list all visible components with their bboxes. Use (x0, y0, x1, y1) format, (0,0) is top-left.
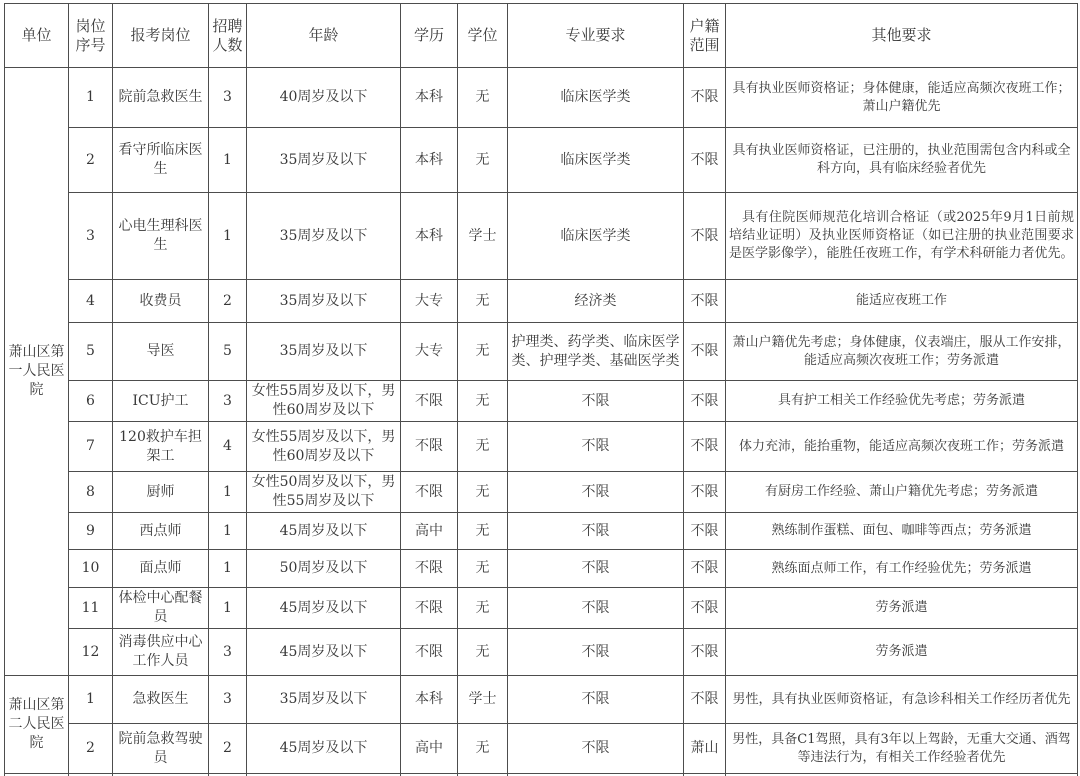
cell-position: 急救医生 (113, 676, 209, 724)
cell-count: 1 (209, 472, 247, 513)
cell-other: 有厨房工作经验、萧山户籍优先考虑；劳务派遣 (726, 472, 1078, 513)
cell-degree: 无 (458, 280, 508, 323)
cell-education: 本科 (401, 128, 458, 193)
table-row (5, 513, 1078, 550)
cell-residency: 不限 (684, 280, 726, 323)
cell-age: 50周岁及以下 (247, 550, 401, 588)
cell-degree: 无 (458, 472, 508, 513)
cell-count: 3 (209, 68, 247, 128)
cell-age: 女性55周岁及以下，男性60周岁及以下 (247, 422, 401, 472)
cell-no: 2 (69, 128, 113, 193)
cell-education: 本科 (401, 193, 458, 280)
cell-no: 12 (69, 629, 113, 676)
table-row (5, 422, 1078, 472)
cell-major: 护理类、药学类、临床医学类、护理学类、基础医学类 (508, 323, 684, 381)
cell-other: 体力充沛，能抬重物，能适应高频次夜班工作；劳务派遣 (726, 422, 1078, 472)
header-other: 其他要求 (726, 4, 1078, 68)
cell-position: 西点师 (113, 513, 209, 550)
cell-other: 劳务派遣 (726, 629, 1078, 676)
recruitment-table (4, 3, 1078, 776)
cell-residency: 不限 (684, 472, 726, 513)
cell-age: 35周岁及以下 (247, 323, 401, 381)
cell-age: 45周岁及以下 (247, 588, 401, 629)
cell-count: 3 (209, 676, 247, 724)
cell-major: 经济类 (508, 280, 684, 323)
table-row (5, 550, 1078, 588)
cell-major: 不限 (508, 422, 684, 472)
unit-name-cell: 萧山区第二人民医院 (5, 676, 69, 774)
cell-age: 35周岁及以下 (247, 280, 401, 323)
header-degree: 学位 (458, 4, 508, 68)
table-row (5, 68, 1078, 128)
cell-age: 35周岁及以下 (247, 193, 401, 280)
cell-no: 4 (69, 280, 113, 323)
header-position: 报考岗位 (113, 4, 209, 68)
cell-count: 5 (209, 323, 247, 381)
cell-degree: 无 (458, 629, 508, 676)
cell-position: 收费员 (113, 280, 209, 323)
cell-residency: 不限 (684, 193, 726, 280)
cell-other: 萧山户籍优先考虑；身体健康，仪表端庄，服从工作安排，能适应高频次夜班工作；劳务派遣 (726, 323, 1078, 381)
cell-count: 4 (209, 422, 247, 472)
cell-degree: 无 (458, 724, 508, 774)
cell-education: 不限 (401, 629, 458, 676)
cell-residency: 不限 (684, 422, 726, 472)
cell-age: 35周岁及以下 (247, 676, 401, 724)
cell-education: 不限 (401, 472, 458, 513)
cell-major: 临床医学类 (508, 193, 684, 280)
cell-education: 不限 (401, 422, 458, 472)
cell-age: 35周岁及以下 (247, 128, 401, 193)
table-row (5, 128, 1078, 193)
cell-education: 不限 (401, 381, 458, 422)
cell-education: 大专 (401, 323, 458, 381)
cell-no: 5 (69, 323, 113, 381)
cell-no: 7 (69, 422, 113, 472)
cell-position: 心电生理科医生 (113, 193, 209, 280)
cell-residency: 不限 (684, 629, 726, 676)
cell-degree: 无 (458, 381, 508, 422)
cell-count: 3 (209, 629, 247, 676)
header-residency: 户籍范围 (684, 4, 726, 68)
cell-count: 1 (209, 513, 247, 550)
table-row (5, 629, 1078, 676)
cell-major: 不限 (508, 588, 684, 629)
cell-age: 45周岁及以下 (247, 629, 401, 676)
cell-position: 院前急救驾驶员 (113, 724, 209, 774)
cell-degree: 无 (458, 68, 508, 128)
cell-no: 11 (69, 588, 113, 629)
cell-age: 40周岁及以下 (247, 68, 401, 128)
cell-education: 大专 (401, 280, 458, 323)
cell-major: 临床医学类 (508, 68, 684, 128)
cell-position: 消毒供应中心工作人员 (113, 629, 209, 676)
header-position-no: 岗位序号 (69, 4, 113, 68)
cell-education: 不限 (401, 588, 458, 629)
table-row (5, 724, 1078, 774)
table-row (5, 472, 1078, 513)
header-education: 学历 (401, 4, 458, 68)
cell-residency: 不限 (684, 128, 726, 193)
cell-count: 1 (209, 588, 247, 629)
cell-education: 本科 (401, 68, 458, 128)
header-major: 专业要求 (508, 4, 684, 68)
cell-major: 不限 (508, 724, 684, 774)
cell-position: 院前急救医生 (113, 68, 209, 128)
cell-residency: 不限 (684, 323, 726, 381)
cell-degree: 无 (458, 128, 508, 193)
cell-residency: 不限 (684, 513, 726, 550)
cell-residency: 萧山 (684, 724, 726, 774)
cell-major: 不限 (508, 629, 684, 676)
cell-education: 高中 (401, 724, 458, 774)
cell-no: 1 (69, 676, 113, 724)
cell-count: 1 (209, 550, 247, 588)
cell-no: 2 (69, 724, 113, 774)
cell-age: 45周岁及以下 (247, 724, 401, 774)
cell-other: 具有执业医师资格证，已注册的，执业范围需包含内科或全科方向，具有临床经验者优先 (726, 128, 1078, 193)
header-count: 招聘人数 (209, 4, 247, 68)
cell-count: 1 (209, 193, 247, 280)
cell-other: 能适应夜班工作 (726, 280, 1078, 323)
cell-count: 2 (209, 724, 247, 774)
table-row (5, 323, 1078, 381)
cell-age: 女性55周岁及以下，男性60周岁及以下 (247, 381, 401, 422)
cell-residency: 不限 (684, 381, 726, 422)
cell-degree: 无 (458, 588, 508, 629)
cell-major: 不限 (508, 550, 684, 588)
cell-major: 不限 (508, 676, 684, 724)
table-row (5, 193, 1078, 280)
cell-major: 不限 (508, 472, 684, 513)
cell-major: 临床医学类 (508, 128, 684, 193)
cell-no: 10 (69, 550, 113, 588)
cell-position: ICU护工 (113, 381, 209, 422)
cell-position: 120救护车担架工 (113, 422, 209, 472)
header-age: 年龄 (247, 4, 401, 68)
cell-age: 女性50周岁及以下，男性55周岁及以下 (247, 472, 401, 513)
table-row (5, 381, 1078, 422)
cell-residency: 不限 (684, 68, 726, 128)
cell-residency: 不限 (684, 588, 726, 629)
table-row (5, 280, 1078, 323)
cell-education: 高中 (401, 513, 458, 550)
cell-no: 3 (69, 193, 113, 280)
cell-no: 8 (69, 472, 113, 513)
cell-count: 1 (209, 128, 247, 193)
table-row (5, 676, 1078, 724)
cell-other: 劳务派遣 (726, 588, 1078, 629)
cell-other: 具有住院医师规范化培训合格证（或2025年9月1日前规培结业证明）及执业医师资格证（如已注册的执业范围要求是医学影像学），能胜任夜班工作，有学术科研能力者优先。 (726, 193, 1078, 280)
cell-other: 具有护工相关工作经验优先考虑；劳务派遣 (726, 381, 1078, 422)
cell-age: 45周岁及以下 (247, 513, 401, 550)
cell-degree: 无 (458, 513, 508, 550)
cell-position: 厨师 (113, 472, 209, 513)
cell-position: 看守所临床医生 (113, 128, 209, 193)
header-row (5, 4, 1078, 68)
unit-name-cell: 萧山区第一人民医院 (5, 68, 69, 676)
cell-position: 体检中心配餐员 (113, 588, 209, 629)
cell-no: 1 (69, 68, 113, 128)
cell-no: 9 (69, 513, 113, 550)
cell-degree: 学士 (458, 193, 508, 280)
cell-position: 导医 (113, 323, 209, 381)
cell-degree: 学士 (458, 676, 508, 724)
cell-other: 熟练面点师工作，有工作经验优先；劳务派遣 (726, 550, 1078, 588)
cell-major: 不限 (508, 381, 684, 422)
table-row (5, 588, 1078, 629)
cell-count: 2 (209, 280, 247, 323)
cell-degree: 无 (458, 422, 508, 472)
cell-no: 6 (69, 381, 113, 422)
cell-count: 3 (209, 381, 247, 422)
cell-other: 男性，具有执业医师资格证，有急诊科相关工作经历者优先 (726, 676, 1078, 724)
header-unit: 单位 (5, 4, 69, 68)
cell-major: 不限 (508, 513, 684, 550)
cell-other: 男性，具备C1驾照，具有3年以上驾龄，无重大交通、酒驾等违法行为，有相关工作经验者优先 (726, 724, 1078, 774)
cell-degree: 无 (458, 550, 508, 588)
cell-education: 本科 (401, 676, 458, 724)
cell-degree: 无 (458, 323, 508, 381)
cell-residency: 不限 (684, 676, 726, 724)
cell-other: 具有执业医师资格证；身体健康，能适应高频次夜班工作；萧山户籍优先 (726, 68, 1078, 128)
cell-position: 面点师 (113, 550, 209, 588)
cell-residency: 不限 (684, 550, 726, 588)
cell-education: 不限 (401, 550, 458, 588)
cell-other: 熟练制作蛋糕、面包、咖啡等西点；劳务派遣 (726, 513, 1078, 550)
